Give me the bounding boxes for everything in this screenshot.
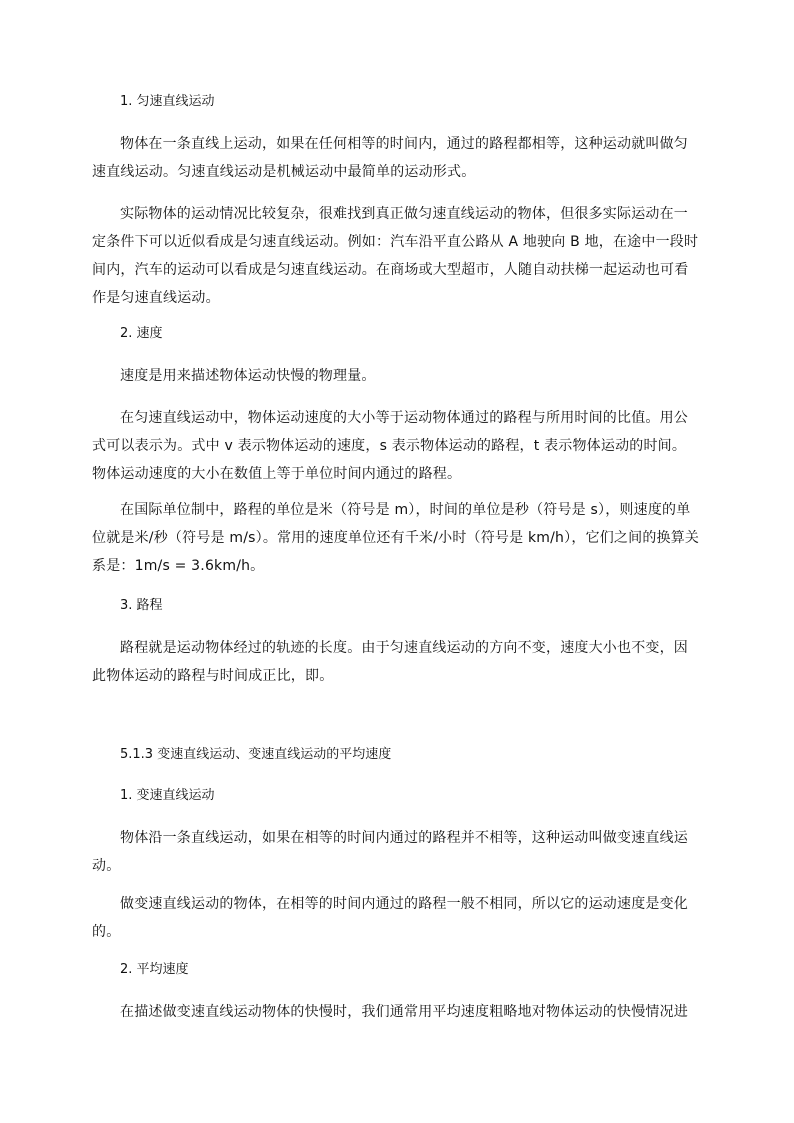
text-line: 速度是用来描述物体运动快慢的物理量。 xyxy=(120,368,376,384)
text-line: 在国际单位制中，路程的单位是米（符号是 m），时间的单位是秒（符号是 s），则速度的单 xyxy=(120,502,691,518)
text-line: 速直线运动。匀速直线运动是机械运动中最简单的运动形式。 xyxy=(92,164,476,180)
text-line: 的。 xyxy=(92,924,121,940)
heading-distance: 3. 路程 xyxy=(120,598,163,613)
paragraph-variable-speed xyxy=(92,890,688,946)
text-line: 路程就是运动物体经过的轨迹的长度。由于匀速直线运动的方向不变，速度大小也不变，因 xyxy=(120,640,688,656)
text-line: 物体在一条直线上运动，如果在任何相等的时间内，通过的路程都相等，这种运动就叫做匀 xyxy=(120,136,688,152)
text-line: 物体沿一条直线运动，如果在相等的时间内通过的路程并不相等，这种运动叫做变速直线运 xyxy=(120,830,688,846)
heading-variable-motion: 1. 变速直线运动 xyxy=(120,788,215,803)
heading-speed: 2. 速度 xyxy=(120,326,163,341)
text-line: 实际物体的运动情况比较复杂，很难找到真正做匀速直线运动的物体，但很多实际运动在一 xyxy=(120,206,688,222)
text-line: 定条件下可以近似看成是匀速直线运动。例如：汽车沿平直公路从 A 地驶向 B 地，在途中一段时 xyxy=(92,234,699,250)
paragraph-average-speed xyxy=(120,998,686,1026)
paragraph-variable-definition xyxy=(92,824,688,880)
text-line: 式可以表示为。式中 v 表示物体运动的速度，s 表示物体运动的路程，t 表示物体运动的时间。 xyxy=(92,438,687,454)
text-line: 做变速直线运动的物体，在相等的时间内通过的路程一般不相同，所以它的运动速度是变化 xyxy=(120,896,688,912)
heading-section-5-1-3: 5.1.3 变速直线运动、变速直线运动的平均速度 xyxy=(120,747,392,762)
text-line: 物体运动速度的大小在数值上等于单位时间内通过的路程。 xyxy=(92,466,462,482)
text-line: 在匀速直线运动中，物体运动速度的大小等于运动物体通过的路程与所用时间的比值。用公 xyxy=(120,410,688,426)
paragraph-speed-units xyxy=(92,496,700,580)
heading-average-speed: 2. 平均速度 xyxy=(120,962,189,977)
text-line: 在描述做变速直线运动物体的快慢时，我们通常用平均速度粗略地对物体运动的快慢情况进 xyxy=(120,1004,688,1020)
text-line: 位就是米/秒（符号是 m/s）。常用的速度单位还有千米/小时（符号是 km/h），它们之间的换算关 xyxy=(92,530,700,546)
text-line: 间内，汽车的运动可以看成是匀速直线运动。在商场或大型超市，人随自动扶梯一起运动也可看 xyxy=(92,262,689,278)
heading-uniform-motion: 1. 匀速直线运动 xyxy=(120,94,215,109)
paragraph-speed-formula xyxy=(92,404,688,488)
text-line: 动。 xyxy=(92,858,121,874)
paragraph-distance xyxy=(92,634,688,690)
text-line: 作是匀速直线运动。 xyxy=(92,290,220,306)
paragraph-uniform-definition xyxy=(92,130,688,186)
paragraph-uniform-examples xyxy=(92,200,699,312)
paragraph-speed-definition xyxy=(120,362,686,390)
text-line: 系是：1m/s = 3.6km/h。 xyxy=(92,558,265,574)
text-line: 此物体运动的路程与时间成正比，即。 xyxy=(92,668,334,684)
